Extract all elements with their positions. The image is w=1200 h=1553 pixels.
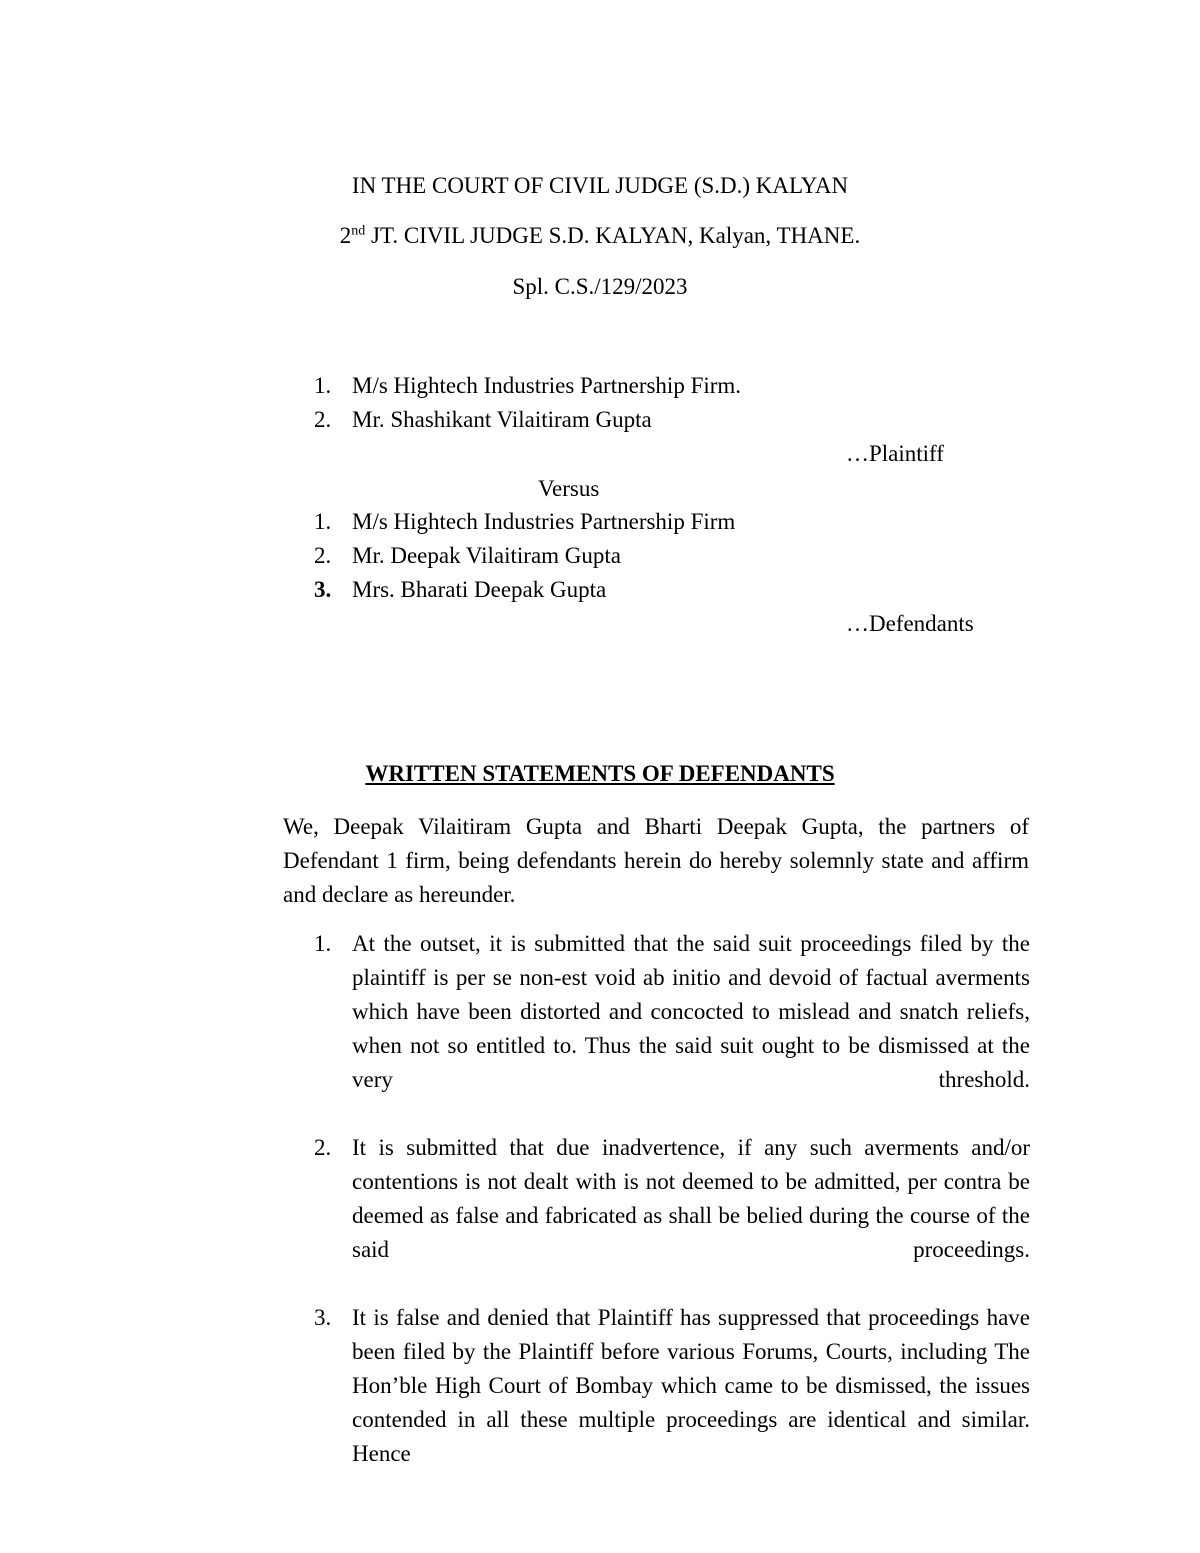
defendant-name: M/s Hightech Industries Partnership Firm	[352, 509, 736, 534]
numbered-paragraph	[314, 1131, 1030, 1267]
intro-paragraph: We, Deepak Vilaitiram Gupta and Bharti Deepak Gupta, the partners of Defendant 1 firm, being defendants herein do hereby solemnly state and affirm and declare as hereunder.	[283, 814, 1029, 907]
court-ordinal-number: 2	[339, 223, 352, 248]
paragraph-text: At the outset, it is submitted that the said suit proceedings filed by the plaintiff is per se non-est void ab initio and devoid of factual averments which have been distorted and concocted to mislead and snatch reliefs, when not so entitled to. Thus the said suit ought to be dismissed at the very threshold.	[352, 931, 1030, 1092]
defendant-name: Mr. Deepak Vilaitiram Gupta	[352, 543, 622, 568]
plaintiff-name: M/s Hightech Industries Partnership Firm.	[352, 373, 742, 398]
defendant-item	[314, 542, 621, 570]
court-sub-title	[0, 222, 1200, 250]
defendant-number: 2.	[314, 543, 332, 568]
defendant-item	[314, 508, 735, 536]
defendant-name: Mrs. Bharati Deepak Gupta	[352, 577, 607, 602]
paragraph-number: 3.	[314, 1305, 332, 1330]
defendant-item	[314, 576, 606, 604]
defendants-role-label: …Defendants	[846, 611, 974, 636]
court-sub-title-text: JT. CIVIL JUDGE S.D. KALYAN, Kalyan, THANE.	[365, 223, 861, 248]
paragraph-text: It is submitted that due inadvertence, if any such averments and/or contentions is not dealt with is not deemed to be admitted, per contra be deemed as false and fabricated as shall be belied during the course of the said proceedings.	[352, 1135, 1030, 1262]
plaintiff-name: Mr. Shashikant Vilaitiram Gupta	[352, 407, 652, 432]
plaintiff-number: 2.	[314, 407, 332, 432]
court-ordinal-suffix: nd	[351, 223, 366, 239]
paragraph-text: It is false and denied that Plaintiff has suppressed that proceedings have been filed by the Plaintiff before various Forums, Courts, including The Hon’ble High Court of Bombay which came to be dismissed, the issues contended in all these multiple proceedings are identical and similar. Hence	[352, 1305, 1030, 1466]
paragraph-number: 2.	[314, 1135, 332, 1160]
plaintiff-item	[314, 406, 652, 434]
plaintiff-role-label: …Plaintiff	[846, 441, 944, 466]
court-name: IN THE COURT OF CIVIL JUDGE (S.D.) KALYAN	[351, 173, 849, 198]
document-heading: WRITTEN STATEMENTS OF DEFENDANTS	[365, 761, 835, 786]
defendant-number: 3.	[314, 577, 332, 602]
paragraph-number: 1.	[314, 931, 332, 956]
numbered-paragraph	[314, 927, 1030, 1097]
numbered-paragraph	[314, 1301, 1030, 1471]
plaintiff-number: 1.	[314, 373, 332, 398]
case-number: Spl. C.S./129/2023	[512, 274, 688, 299]
defendant-number: 1.	[314, 509, 332, 534]
versus-label: Versus	[538, 476, 600, 501]
plaintiff-item	[314, 372, 741, 400]
